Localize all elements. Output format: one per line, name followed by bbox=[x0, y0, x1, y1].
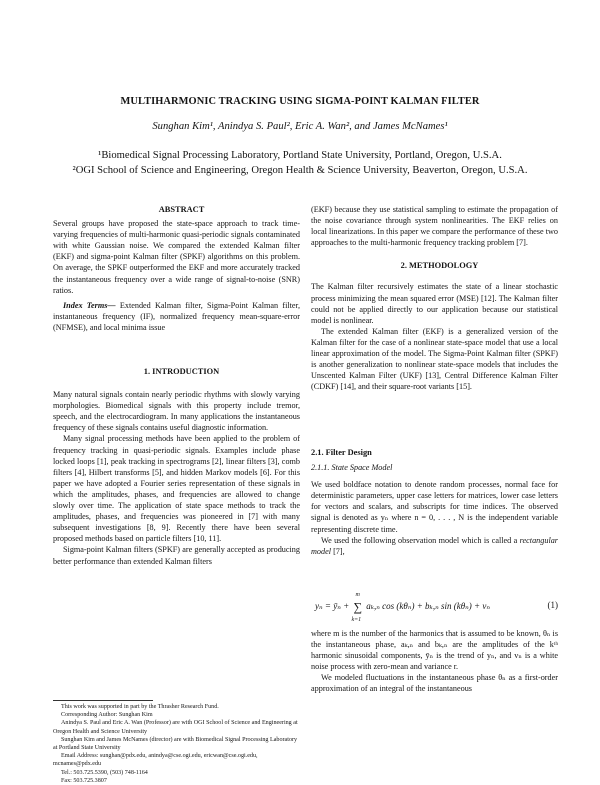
methodology-paragraph-2: The extended Kalman filter (EKF) is a generalized version of the Kalman filter for the case of a nonlinear state-space model that use a local linear approximation of the model. The Sigma-Point Kalman filter (SPKF) is another generalization to nonlinear state-space models that includes the Unscented Kalman Filter (UKF) [13], Central Difference Kalman Filter (CDKF) [14], and their square-root variants [15]. bbox=[311, 326, 558, 392]
footnote-fax: Fax: 503.725.3807 bbox=[61, 777, 107, 784]
introduction-section bbox=[53, 366, 300, 567]
filter-design-heading: 2.1. Filter Design bbox=[311, 448, 372, 457]
filter-design-paragraph-3: where m is the number of the harmonics that is assumed to be known, θₙ is the instantaneous phase, aₖ,ₙ and bₖ,ₙ are the amplitudes of the kᵗʰ harmonic sinusoidal components, ȳₙ is the trend of yₙ, and vₙ is a white noise process with zero-mean and variance r. bbox=[311, 629, 558, 672]
equation-rhs: aₖ,ₙ cos (kθₙ) + bₖ,ₙ sin (kθₙ) + vₙ bbox=[366, 601, 491, 611]
filter-design-paragraph-1: We used boldface notation to denote random processes, normal face for deterministic parameters, upper case letters for matrices, lower case letters for vectors and scalars, and subscripts for time indices. The observed signal is denoted as yₙ where n = 0, . . . , N is the independent variable representing discrete time. bbox=[311, 480, 558, 534]
filter-design-paragraph-4: We modeled fluctuations in the instantaneous phase θₙ as a first-order approximation of an integral of the instantaneous bbox=[311, 673, 558, 694]
author-list: Sunghan Kim¹, Anindya S. Paul², Eric A. Wan², and James McNames¹ bbox=[152, 121, 448, 132]
filter-design-section bbox=[311, 447, 558, 557]
abstract-section bbox=[53, 204, 300, 333]
footnote-email: Email Address: sunghan@pdx.edu, anindya@cse.ogi.edu, ericwan@cse.ogi.edu, mcnames@pdx.edu bbox=[53, 753, 258, 768]
footnote-rule bbox=[53, 700, 153, 701]
summation-symbol: ∑ m k=1 bbox=[351, 592, 362, 623]
affiliation-2: ²OGI School of Science and Engineering, Oregon Health & Science University, Beaverton, Oregon, U.S.A. bbox=[72, 165, 528, 176]
intro-paragraph-1: Many natural signals contain nearly periodic rhythms with slowly varying morphologies. Biomedical signals with this property include tremor, speech, and the electrocardiogram. In many applications the instantaneous frequency of these signals contains useful diagnostic information. bbox=[53, 390, 300, 433]
footnote-tel: Tel.: 503.725.5390, (503) 748-1164 bbox=[61, 769, 148, 776]
intro-continued: (EKF) because they use statistical sampling to estimate the propagation of the noise covariance through system nonlinearities. The EKF relies on local linearizations. In this paper we compare the performance of these two approaches to the multi-harmonic frequency tracking problem [7]. bbox=[311, 205, 558, 248]
paper-title: MULTIHARMONIC TRACKING USING SIGMA-POINT KALMAN FILTER bbox=[120, 96, 480, 107]
footnote-corresponding: Corresponding Author: Sunghan Kim bbox=[61, 712, 153, 719]
index-terms-label: Index Terms— bbox=[63, 300, 116, 310]
equation-body bbox=[315, 592, 491, 623]
sum-lower-limit: k=1 bbox=[351, 617, 362, 623]
footnote-funding: This work was supported in part by the Thrasher Research Fund. bbox=[61, 704, 219, 710]
filter-design-paragraph-2 bbox=[311, 535, 558, 557]
equation-lhs: yₙ = ȳₙ + bbox=[315, 601, 350, 611]
sum-upper-limit: m bbox=[355, 592, 360, 598]
index-terms bbox=[53, 300, 300, 333]
introduction-heading: 1. INTRODUCTION bbox=[143, 367, 220, 376]
filter-design-continued bbox=[311, 628, 558, 695]
intro-paragraph-2: Many signal processing methods have been applied to the problem of frequency tracking in quasi-periodic signals. Examples include phase locked loops [1], peak tracking in spectrograms [2], linear filters [3], comb filters [4], Hilbert transforms [5], and hidden Markov models [6]. For this paper we have adopted a Fourier series representation of these signals in which the amplitudes, phases, and frequencies are allowed to change slowly over time. The application of state space methods to track the amplitudes, phases, and frequencies was pioneered in [7] with many subsequent investigations [8, 9]. Recently there have been several proposed methods based on particle filters [10, 11]. bbox=[53, 434, 300, 544]
intro-paragraph-3: Sigma-point Kalman filters (SPKF) are generally accepted as producing better performance than extended Kalman filters bbox=[53, 545, 300, 566]
right-column-top bbox=[311, 204, 558, 392]
methodology-paragraph-1: The Kalman filter recursively estimates the state of a linear stochastic process minimizing the mean squared error (MSE) [12]. The Kalman filter could not be applied directly to our application because our statistical model is nonlinear. bbox=[311, 282, 558, 325]
equation-1 bbox=[311, 592, 558, 623]
affiliation-1: ¹Biomedical Signal Processing Laboratory, Portland State University, Portland, Oregon, U.S.A. bbox=[98, 150, 502, 161]
state-space-heading: 2.1.1. State Space Model bbox=[311, 463, 393, 473]
p2-tail: [7], bbox=[331, 546, 345, 556]
rectangular-model-term: rectangular model bbox=[311, 535, 558, 556]
abstract-text: Several groups have proposed the state-space approach to track time-varying frequencies of multi-harmonic quasi-periodic signals contaminated with white Gaussian noise. We compared the extended Kalman filter (EKF) and sigma-point Kalman filter (SPKF) algorithms on this problem. On average, the SPKF outperformed the EKF and more accurately tracked the instantaneous frequency over a wide range of signal-to-noise (SNR) ratios. bbox=[53, 219, 300, 295]
footnotes bbox=[53, 703, 300, 785]
index-terms-text: Extended Kalman filter, Sigma-Point Kalman filter, instantaneous frequency (IF), normalized frequency mean-square-error (NFMSE), and local minima issue bbox=[53, 300, 300, 332]
p2-text: We used the following observation model which is called a bbox=[321, 535, 520, 545]
methodology-heading: 2. METHODOLOGY bbox=[400, 261, 479, 271]
abstract-heading: ABSTRACT bbox=[158, 205, 205, 214]
equation-number: (1) bbox=[547, 600, 558, 610]
footnote-ogi: Anindya S. Paul and Eric A. Wan (Professor) are with OGI School of Science and Engineering at Oregon Health and Science University bbox=[53, 720, 298, 735]
footnote-psu: Sunghan Kim and James McNames (director) are with Biomedical Signal Processing Laboratory at Portland State University bbox=[53, 736, 298, 752]
